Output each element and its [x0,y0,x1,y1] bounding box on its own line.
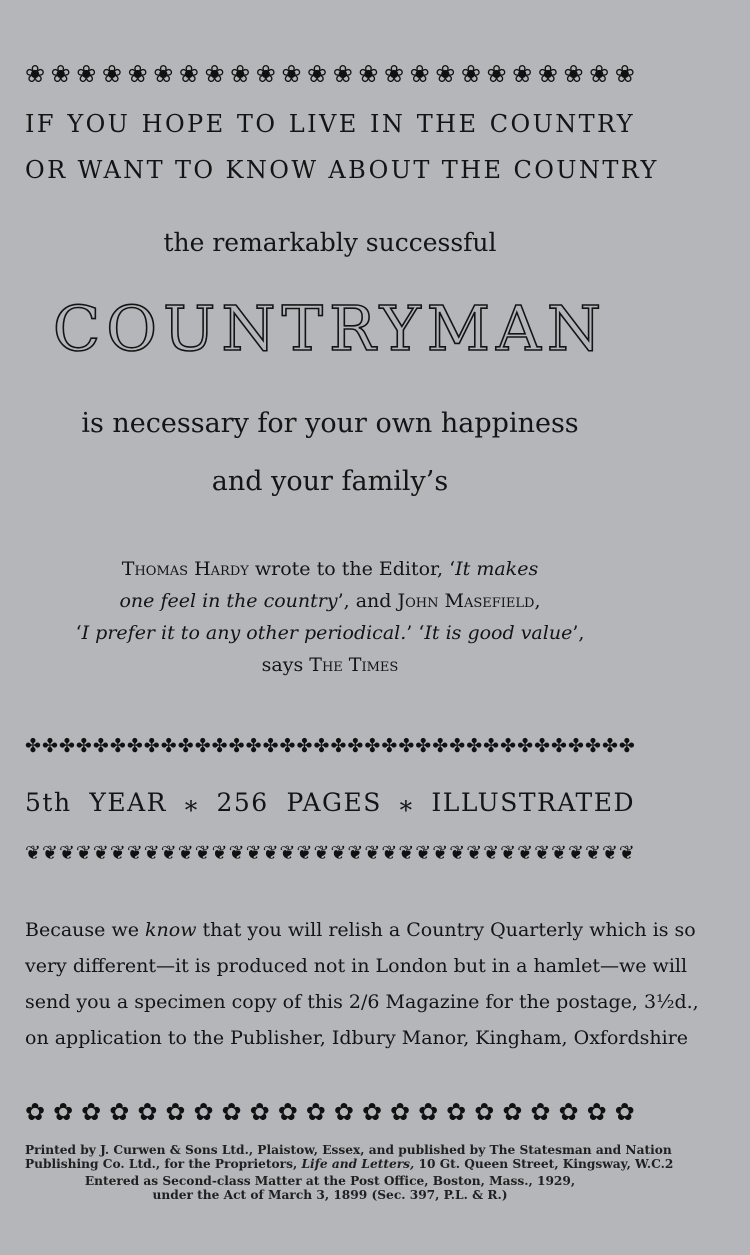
ornament-glyph: ✤ [143,735,160,757]
ornament-glyph: ✤ [568,735,584,757]
ornament-glyph: ❀ [255,60,276,88]
ornament-glyph: ❀ [435,60,456,88]
ornament-glyph: ❀ [332,60,353,88]
ornament-glyph: ❦ [551,842,567,864]
body-line-2: very different—it is produced not in London but in a hamlet—we will [25,955,688,977]
ornament-glyph: ✤ [262,735,279,757]
ornament-glyph: ❦ [483,842,500,864]
ornament-glyph: ❀ [50,60,71,88]
ornament-glyph: ✿ [221,1098,242,1126]
ornament-glyph: ✤ [449,735,466,757]
testimonial-line-1 [0,553,660,585]
ornament-glyph: ✿ [418,1098,439,1126]
ornament-glyph: ✿ [390,1098,411,1126]
ornament-glyph: ❦ [364,842,381,864]
ornament-row-bottom [25,1098,635,1126]
ornament-glyph: ✤ [347,735,364,757]
ornament-glyph: ❦ [92,842,109,864]
ornament-glyph: ✿ [474,1098,495,1126]
quote-hardy-part-2: one feel in the country [119,590,338,612]
ornament-glyph: ❀ [178,60,199,88]
ornament-glyph: ❦ [296,842,313,864]
ornament-glyph: ❀ [307,60,328,88]
ornament-glyph: ❀ [512,60,533,88]
ornament-glyph: ❦ [347,842,364,864]
ornament-glyph: ✤ [211,735,228,757]
ornament-glyph: ✿ [558,1098,579,1126]
ornament-glyph: ✿ [277,1098,298,1126]
ornament-glyph: ✤ [160,735,177,757]
ornament-glyph: ❦ [126,842,143,864]
ornament-glyph: ❦ [58,842,75,864]
ornament-glyph: ✤ [92,735,109,757]
ornament-glyph: ✤ [75,735,92,757]
ornament-glyph: ❦ [466,842,483,864]
testimonial-text: says [261,654,310,676]
magazine-title: COUNTRYMAN [52,292,608,365]
ornament-glyph: ❦ [160,842,177,864]
ornament-glyph: ❀ [153,60,174,88]
ornament-glyph: ✤ [177,735,194,757]
ornament-glyph: ✤ [381,735,398,757]
imprint-publication: Life and Letters, [301,1157,415,1171]
ornament-glyph: ✿ [137,1098,158,1126]
ornament-glyph: ❦ [279,842,296,864]
ornament-glyph: ❀ [614,60,635,88]
ornament-glyph: ❦ [330,842,347,864]
body-emphasis: know [145,919,197,941]
ornament-row-top [25,60,635,88]
ornament-glyph: ✤ [483,735,500,757]
ornament-glyph: ❀ [230,60,251,88]
feature-banner: 5th YEAR ⁎ 256 PAGES ⁎ ILLUSTRATED [25,788,635,817]
quote-hardy-part-1: It makes [455,558,539,580]
ornament-glyph: ✤ [364,735,381,757]
ornament-glyph: ✤ [415,735,432,757]
ornament-glyph: ❀ [383,60,405,88]
testimonial-text: ’, and [337,590,398,612]
ornament-glyph: ❀ [25,60,46,88]
ornament-glyph: ❀ [460,60,481,88]
body-text: Because we [25,919,145,941]
ornament-glyph: ✤ [245,735,262,757]
ornament-glyph: ✿ [193,1098,214,1126]
ornament-glyph: ❦ [262,842,279,864]
quote-times: It is good value [424,622,573,644]
source-times: The Times [309,654,399,676]
tagline-line-1: is necessary for your own happiness [81,408,579,439]
ornament-glyph: ❀ [204,60,225,88]
ornament-glyph: ❀ [76,60,97,88]
ornament-glyph: ❦ [517,842,534,864]
ornament-glyph: ✤ [534,735,550,757]
imprint-line-1: Printed by J. Curwen & Sons Ltd., Plaistow, Essex, and published by The Statesman and Nation [25,1143,672,1157]
ornament-glyph: ❦ [601,842,618,864]
ornament-glyph: ✿ [81,1098,102,1126]
ornament-glyph: ✿ [165,1098,186,1126]
ornament-glyph: ✤ [618,735,635,757]
ornament-glyph: ✿ [502,1098,523,1126]
ornament-glyph: ❦ [534,842,550,864]
ornament-glyph: ✤ [330,735,347,757]
ornament-row-middle-lower [25,842,635,864]
ornament-glyph: ✤ [296,735,313,757]
imprint-line-4: under the Act of March 3, 1899 (Sec. 397, P.L. & R.) [152,1188,508,1202]
body-line-3: send you a specimen copy of this 2/6 Magazine for the postage, 3½d., [25,991,699,1013]
ornament-glyph: ❀ [537,60,558,88]
subtitle: the remarkably successful [163,228,497,257]
ornament-glyph: ✿ [305,1098,326,1126]
ornament-glyph: ❀ [486,60,507,88]
ornament-glyph: ✤ [194,735,211,757]
ornament-glyph: ❦ [584,842,601,864]
ornament-glyph: ✤ [41,735,58,757]
author-masefield: John Masefield [397,590,535,612]
ornament-row-middle-upper [25,735,635,757]
ornament-glyph: ❀ [358,60,379,88]
author-hardy: Thomas Hardy [121,558,249,580]
ornament-glyph: ✿ [25,1098,46,1126]
ornament-glyph: ✿ [446,1098,467,1126]
ornament-glyph: ❦ [194,842,211,864]
ornament-glyph: ❀ [281,60,302,88]
ornament-glyph: ❦ [500,842,517,864]
body-line-1 [25,912,696,948]
body-paragraph [25,912,699,1056]
ornament-glyph: ❦ [211,842,228,864]
ornament-glyph: ❦ [177,842,194,864]
ornament-glyph: ✤ [58,735,75,757]
ornament-glyph: ❦ [313,842,330,864]
ornament-glyph: ❦ [25,842,41,864]
ornament-glyph: ✿ [614,1098,635,1126]
testimonial-text: wrote to the Editor, ‘ [248,558,456,580]
imprint-text: 10 Gt. Queen Street, Kingsway, W.C.2 [414,1157,674,1171]
headline-line-1: IF YOU HOPE TO LIVE IN THE COUNTRY [25,110,635,138]
ornament-glyph: ✿ [333,1098,354,1126]
testimonial-line-4 [0,649,660,681]
ornament-glyph: ❦ [143,842,160,864]
body-text: that you will relish a Country Quarterly which is so [196,919,696,941]
ornament-glyph: ❦ [568,842,584,864]
ornament-glyph: ❦ [228,842,245,864]
ornament-glyph: ✤ [584,735,601,757]
tagline-line-2: and your family’s [211,466,449,497]
ornament-glyph: ❦ [75,842,92,864]
imprint-text: Publishing Co. Ltd., for the Proprietors, [25,1157,302,1171]
ornament-glyph: ❦ [432,842,449,864]
ornament-glyph: ❦ [245,842,262,864]
ornament-glyph: ❦ [41,842,58,864]
ornament-glyph: ✤ [551,735,567,757]
ornament-glyph: ✤ [279,735,296,757]
ornament-glyph: ✤ [228,735,245,757]
imprint-line-2 [25,1157,674,1171]
ornament-glyph: ❀ [589,60,610,88]
ornament-glyph: ✤ [313,735,330,757]
ornament-glyph: ❦ [618,842,635,864]
ornament-glyph: ✤ [432,735,449,757]
ornament-glyph: ❀ [101,60,123,88]
ornament-glyph: ❀ [409,60,430,88]
ornament-glyph: ❦ [415,842,432,864]
ornament-glyph: ❦ [398,842,415,864]
ornament-glyph: ✿ [249,1098,270,1126]
ornament-glyph: ✿ [361,1098,383,1126]
ornament-glyph: ❦ [449,842,466,864]
ornament-glyph: ✿ [530,1098,551,1126]
imprint-line-3: Entered as Second-class Matter at the Post Office, Boston, Mass., 1929, [84,1174,576,1188]
testimonial-line-2 [0,585,660,617]
headline-line-2: OR WANT TO KNOW ABOUT THE COUNTRY [25,156,659,184]
ornament-glyph: ✤ [466,735,483,757]
body-line-4: on application to the Publisher, Idbury Manor, Kingham, Oxfordshire [25,1027,689,1049]
ornament-glyph: ❦ [381,842,398,864]
ornament-glyph: ✤ [398,735,415,757]
ornament-glyph: ✤ [500,735,517,757]
testimonial [0,553,660,681]
ornament-glyph: ✤ [601,735,618,757]
ornament-glyph: ✤ [126,735,143,757]
ornament-glyph: ✤ [25,735,41,757]
ornament-glyph: ❦ [109,842,126,864]
testimonial-line-3: ‘I prefer it to any other periodical.’ ‘It is good value’, [75,622,585,644]
ornament-glyph: ✿ [53,1098,74,1126]
ornament-glyph: ✿ [109,1098,130,1126]
ornament-glyph: ❀ [563,60,584,88]
testimonial-text: , [534,590,541,612]
quote-masefield: I prefer it to any other periodical. [81,622,407,644]
ornament-glyph: ✤ [517,735,534,757]
ornament-glyph: ❀ [127,60,148,88]
ornament-glyph: ✿ [586,1098,607,1126]
ornament-glyph: ✤ [109,735,126,757]
